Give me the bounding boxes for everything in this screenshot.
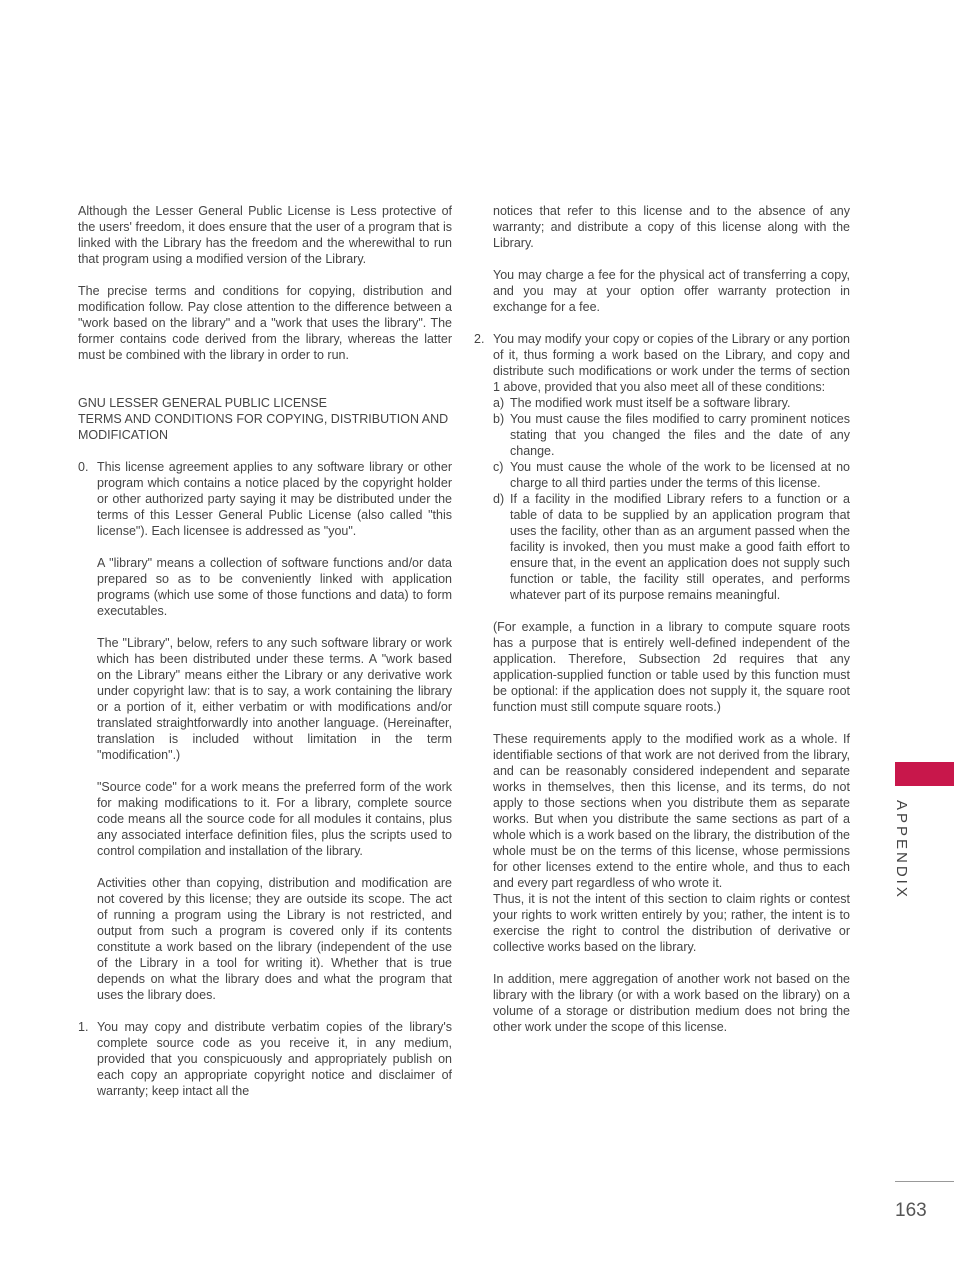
section-0-paragraph-5: Activities other than copying, distribution and modification are not covered by this license; they are outside its scope. The act of running a program using the Library is not restricted, and output from such a program is covered only if its contents constitute a work based on the library (independent of the use of the Library in a tool for writing it). Whether that is true depends on what the library does and what the program that uses the library does. xyxy=(97,876,452,1002)
section-1-number: 1. xyxy=(78,1020,89,1034)
aggregation-paragraph: In addition, mere aggregation of another work not based on the library with the library (or with a work based on the library) on a volume of a storage or distribution medium does not bring the other work under the scope of this license. xyxy=(493,972,850,1034)
section-0-paragraph-3: The "Library", below, refers to any such software library or work which has been distributed under these terms. A "work based on the Library" means either the Library or any derivative work under copyright law: that is to say, a work containing the library or a portion of it, either verbatim or with modifications and/or translated straightforwardly into another language. (Hereinafter, translation is included without limitation in the term "modification".) xyxy=(97,636,452,762)
condition-c-letter: c) xyxy=(493,460,504,474)
section-2-paragraph-1: You may modify your copy or copies of the Library or any portion of it, thus forming a work based on the Library, and copy and distribute such modifications or work under the terms of section 1 above, provided that you also meet all of these conditions: xyxy=(493,332,850,394)
condition-a xyxy=(474,395,850,411)
condition-a-letter: a) xyxy=(493,396,505,410)
section-1-paragraph-3: You may charge a fee for the physical act of transferring a copy, and you may at your option offer warranty protection in exchange for a fee. xyxy=(493,268,850,314)
section-1 xyxy=(78,1019,452,1099)
condition-d-text: If a facility in the modified Library refers to a function or a table of data to be supplied by an application program that uses the facility, other than as an argument passed when the facility is invoked, then you must make a good faith effort to ensure that, in the event an application does not supply such function or table, the facility still operates, and performs whatever part of its purpose remains meaningful. xyxy=(510,492,850,602)
left-column xyxy=(78,203,452,1115)
condition-a-text: The modified work must itself be a software library. xyxy=(510,396,791,410)
intro-paragraph: Although the Lesser General Public License is Less protective of the users' freedom, it does ensure that the user of a program that is linked with the Library has the freedom and the wherewithal to run that program using a modified version of the Library. xyxy=(78,204,452,266)
license-heading xyxy=(78,395,452,443)
condition-b-letter: b) xyxy=(493,412,505,426)
condition-b-text: You must cause the files modified to carry prominent notices stating that you changed the files and the date of any change. xyxy=(510,412,850,458)
condition-b xyxy=(474,411,850,459)
section-2 xyxy=(474,331,850,395)
section-2-conditions xyxy=(474,395,850,603)
appendix-side-label xyxy=(886,800,916,910)
terms-paragraph: The precise terms and conditions for copying, distribution and modification follow. Pay close attention to the difference between a "work based on the library" and a "work that uses the library". The former contains code derived from the library, whereas the latter must be combined with the library in order to run. xyxy=(78,284,452,362)
appendix-tab xyxy=(895,762,954,786)
section-1-paragraph-1: You may copy and distribute verbatim copies of the library's complete source code as you receive it, in any medium, provided that you conspicuously and appropriately publish on each copy an appropriate copyright notice and disclaimer of warranty; keep intact all the xyxy=(97,1020,452,1098)
section-0-paragraph-1: This license agreement applies to any software library or other program which contains a notice placed by the copyright holder or other authorized party saying it may be distributed under the terms of this Lesser General Public License (also called "this license"). Each licensee is addressed as "you". xyxy=(97,460,452,538)
section-0-paragraph-4: "Source code" for a work means the preferred form of the work for making modifications to it. For a library, complete source code means all the source code for all modules it contains, plus any associated interface definition files, plus the scripts used to control compilation and installation of the library. xyxy=(97,780,452,858)
section-0 xyxy=(78,459,452,1003)
section-2-continued xyxy=(493,619,850,1035)
appendix-label-text: APPENDIX xyxy=(893,800,910,900)
license-title: GNU LESSER GENERAL PUBLIC LICENSE xyxy=(78,396,327,410)
condition-d-letter: d) xyxy=(493,492,505,506)
license-subtitle: TERMS AND CONDITIONS FOR COPYING, DISTRIBUTION AND MODIFICATION xyxy=(78,412,449,442)
right-column xyxy=(474,203,850,1051)
example-paragraph: (For example, a function in a library to compute square roots has a purpose that is entirely well-defined independent of the application. Therefore, Subsection 2d requires that any application-supplied function or table used by this function must be optional: if the application does not supply it, the square root function must still compute square roots.) xyxy=(493,620,850,714)
condition-d xyxy=(474,491,850,603)
page-number-rule xyxy=(895,1181,954,1182)
requirements-paragraph: These requirements apply to the modified work as a whole. If identifiable sections of that work are not derived from the library, and can be reasonably considered independent and separate works in themselves, then this license, and its terms, do not apply to those sections when you distribute them as separate works. But when you distribute the same sections as part of a whole which is a work based on the library, the distribution of the whole must be on the terms of this license, whose permissions for other licenses extend to the entire whole, and thus to each and every part regardless of who wrote it. xyxy=(493,732,850,890)
section-0-number: 0. xyxy=(78,460,89,474)
intent-paragraph: Thus, it is not the intent of this section to claim rights or contest your rights to work written entirely by you; rather, the intent is to exercise the right to control the distribution of derivative or collective works based on the library. xyxy=(493,892,850,954)
section-1-continued xyxy=(493,203,850,315)
page-number: 163 xyxy=(895,1200,927,1221)
section-0-paragraph-2: A "library" means a collection of software functions and/or data prepared so as to be conveniently linked with application programs (which use some of those functions and data) to form executables. xyxy=(97,556,452,618)
section-1-paragraph-2: notices that refer to this license and to the absence of any warranty; and distribute a copy of this license along with the Library. xyxy=(493,204,850,250)
condition-c xyxy=(474,459,850,491)
condition-c-text: You must cause the whole of the work to be licensed at no charge to all third parties under the terms of this license. xyxy=(510,460,850,490)
section-2-number: 2. xyxy=(474,332,485,346)
